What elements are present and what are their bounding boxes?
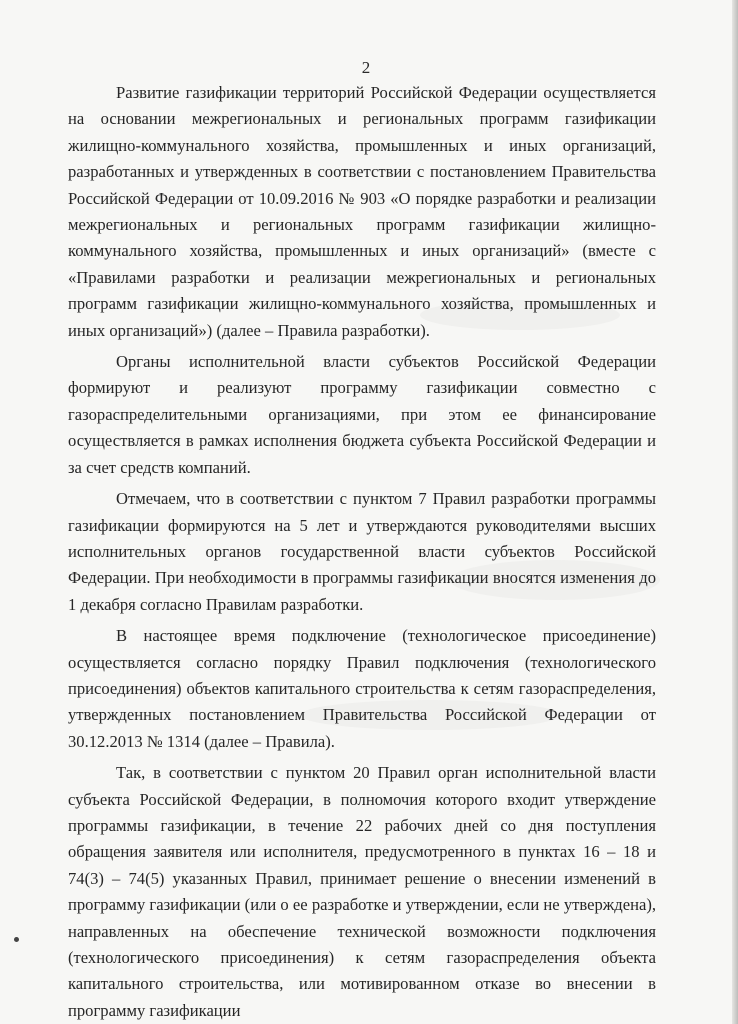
paragraph-executive-authorities: Органы исполнительной власти субъектов Российской Федерации формируют и реализуют программу газификации совместно с газораспределительными организациями, при этом ее финансирование осуществляется в рамках исполнения бюджета субъекта Российской Федерации и за счет средств компаний. — [68, 352, 656, 477]
paragraph-gasification-development: Развитие газификации территорий Российской Федерации осуществляется на основании межрегиональных и региональных программ газификации жилищно-коммунального хозяйства, промышленных и иных организаций, разработанных и утвержденных в соответствии с постановлением Правительства Российской Федерации от 10.09.2016 № 903 «О порядке разработки и реализации межрегиональных и региональных программ газификации жилищно-коммунального хозяйства, промышленных и иных организаций» (вместе с «Правилами разработки и реализации межрегиональных и региональных программ газификации жилищно-коммунального хозяйства, промышленных и иных организаций») (далее – Правила разработки). — [68, 83, 656, 340]
paragraph-point-20: Так, в соответствии с пунктом 20 Правил орган исполнительной власти субъекта Российской Федерации, в полномочия которого входит утверждение программы газификации, в течение 22 рабочих дней со дня поступления обращения заявителя или исполнителя, предусмотренного в пунктах 16 – 18 и 74(3) – 74(5) указанных Правил, принимает решение о внесении изменений в программу газификации (или о ее разработке и утверждении, если не утверждена), направленных на обеспечение технической возможности подключения (технологического присоединения) к сетям газораспределения объекта капитального строительства, или мотивированном отказе во внесении в программу газификации — [68, 763, 656, 1020]
page-number: 2 — [361, 58, 371, 77]
hole-punch-mark — [14, 937, 19, 942]
paragraph-connection-rules: В настоящее время подключение (технологическое присоединение) осуществляется согласно порядку Правил подключения (технологического присоединения) объектов капитального строительства к сетям газораспределения, утвержденных постановлением Правительства Российской Федерации от 30.12.2013 № 1314 (далее – Правила). — [68, 626, 656, 751]
paragraph-program-formation: Отмечаем, что в соответствии с пунктом 7 Правил разработки программы газификации формируются на 5 лет и утверждаются руководителями высших исполнительных органов государственной власти субъектов Российской Федерации. При необходимости в программы газификации вносятся изменения до 1 декабря согласно Правилам разработки. — [68, 489, 656, 614]
document-body — [68, 80, 656, 1024]
page-edge — [732, 0, 738, 1024]
